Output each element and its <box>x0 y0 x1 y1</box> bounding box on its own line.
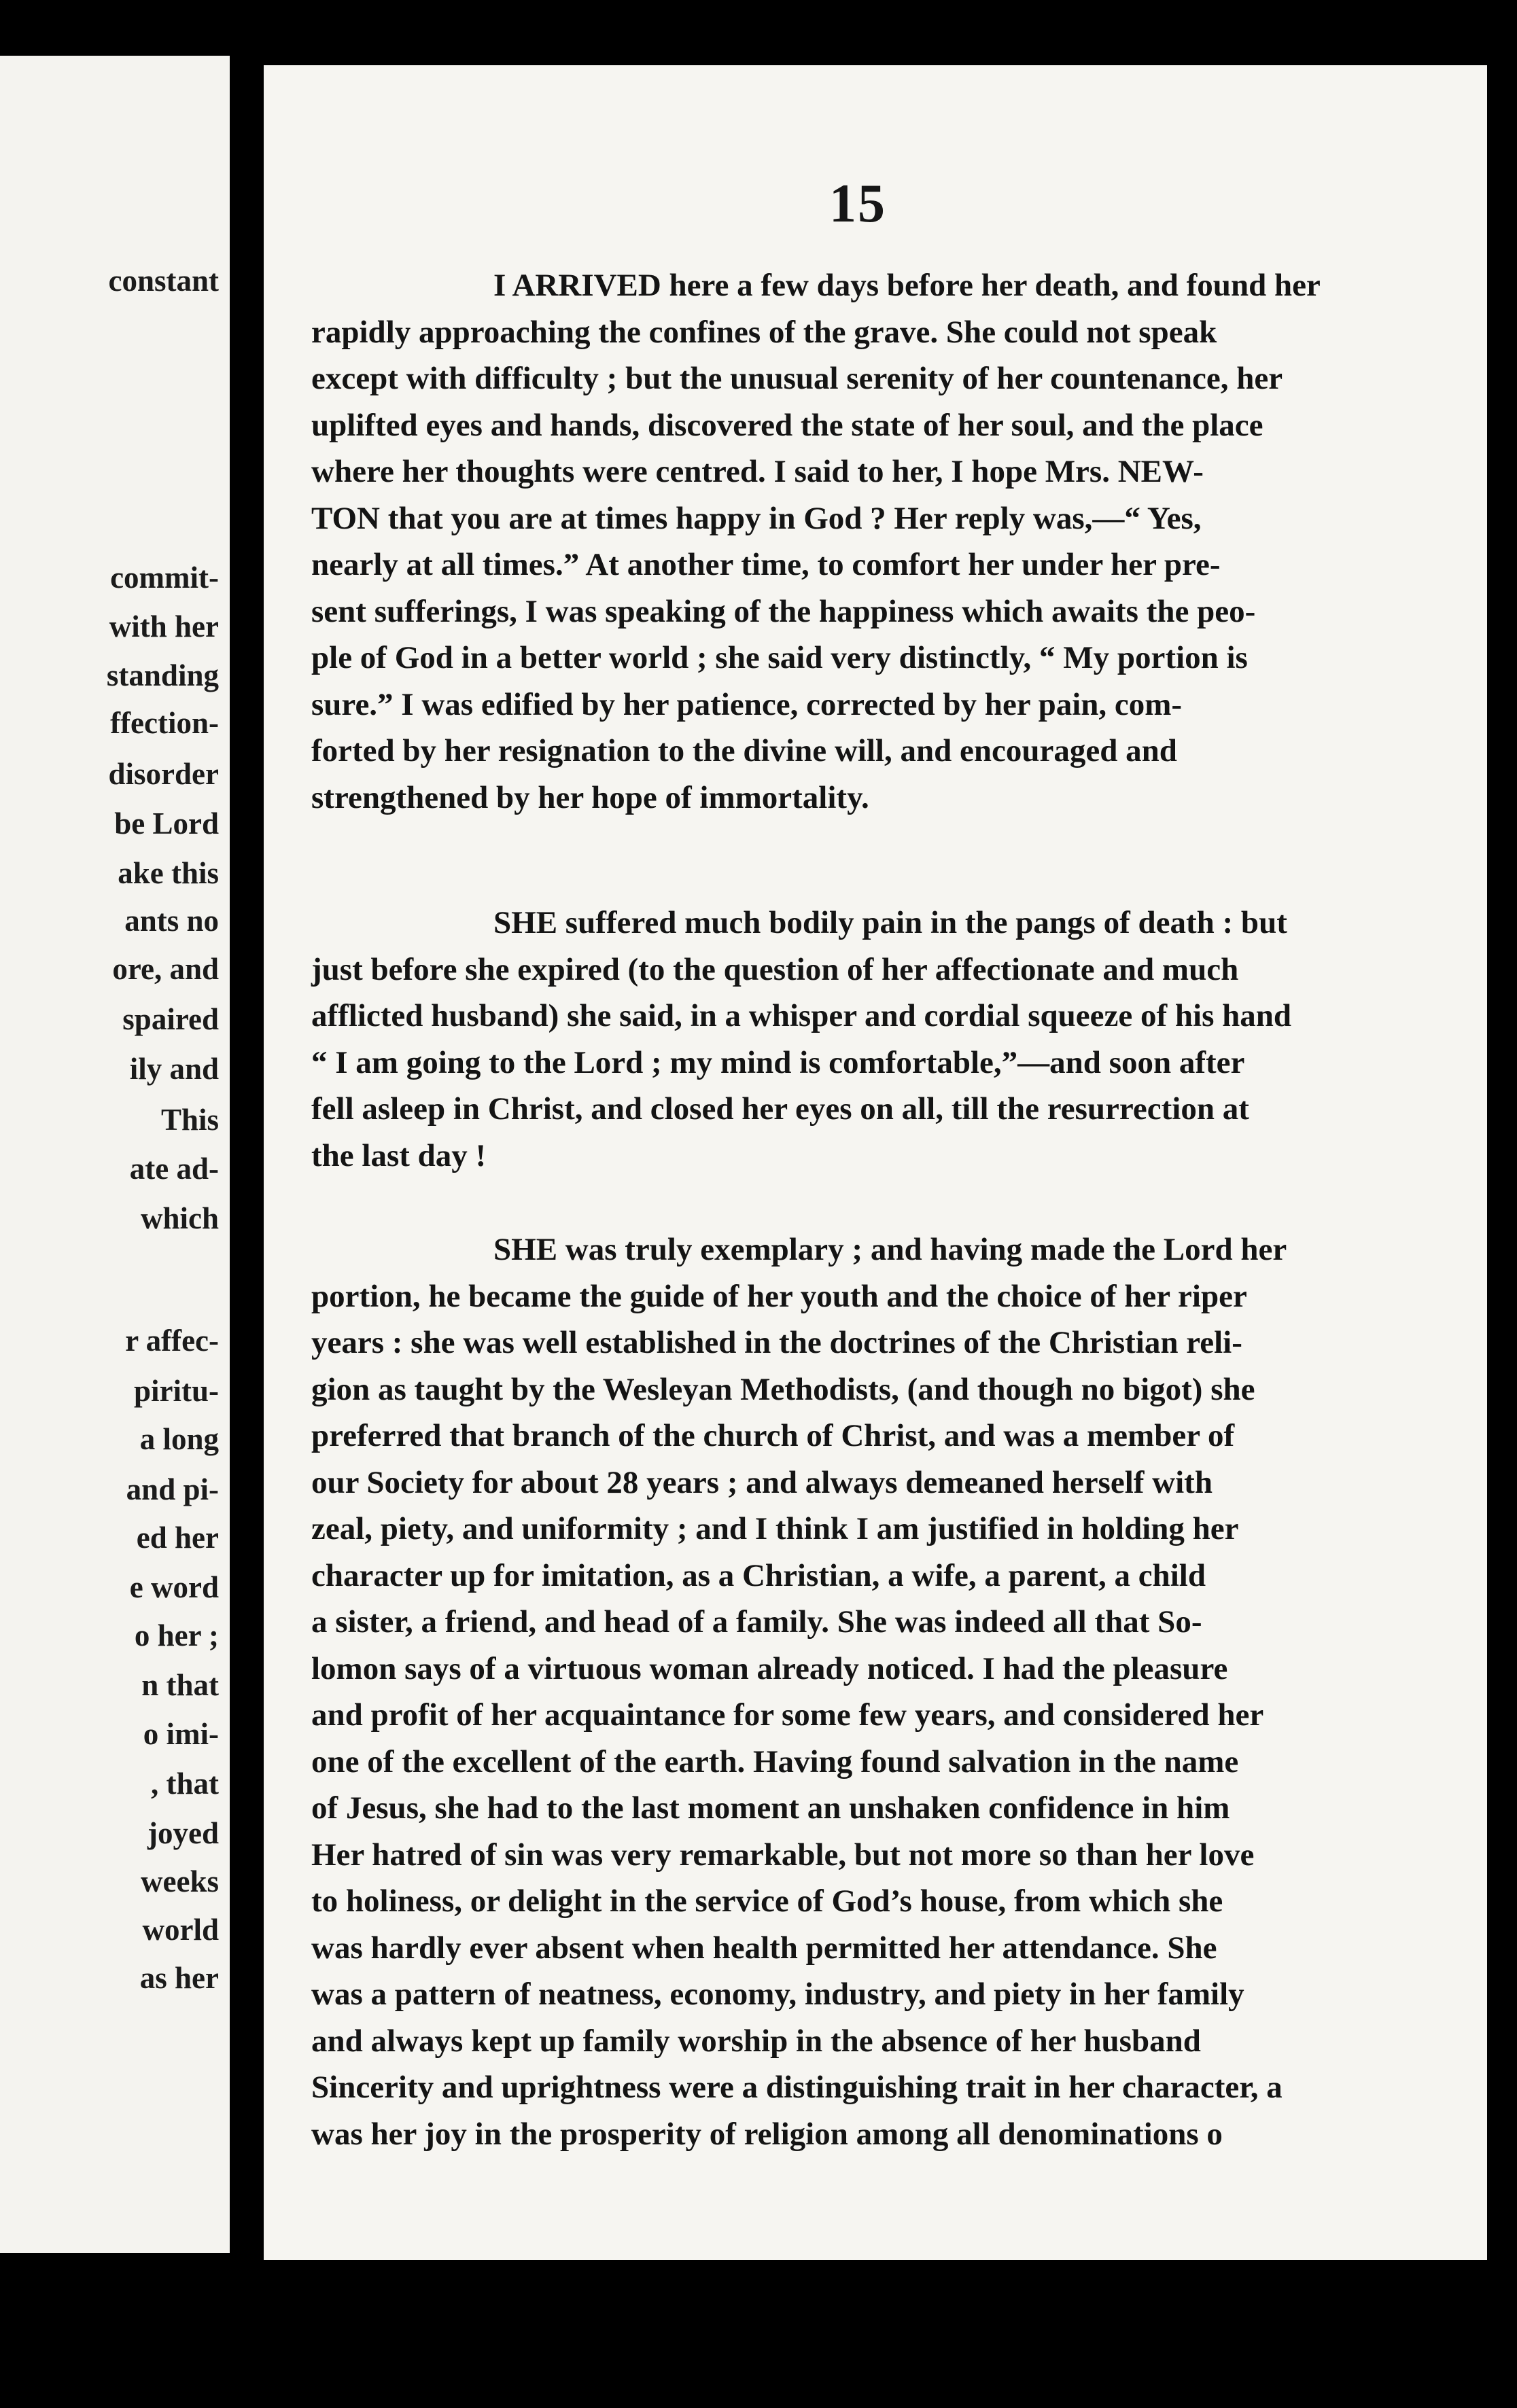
left-page-line: ffection- <box>110 706 219 740</box>
text-line: lomon says of a virtuous woman already noticed. I had the pleasure <box>311 1650 1228 1686</box>
left-page-line: as her <box>139 1961 219 1995</box>
text-line: nearly at all times.” At another time, to comfort her under her pre- <box>311 547 1221 582</box>
left-page-line: joyed <box>147 1816 219 1850</box>
paragraph-character <box>311 1226 1487 2157</box>
text-line: years : she was well established in the doctrines of the Christian reli- <box>311 1325 1242 1360</box>
text-line: was a pattern of neatness, economy, industry, and piety in her family <box>311 1977 1244 2012</box>
text-line: Sincerity and uprightness were a distinguishing trait in her character, a <box>311 2070 1283 2105</box>
text-line: uplifted eyes and hands, discovered the state of her soul, and the place <box>311 407 1263 443</box>
text-line: rapidly approaching the confines of the grave. She could not speak <box>311 314 1217 350</box>
text-line: where her thoughts were centred. I said to her, I hope Mrs. NEW- <box>311 454 1204 489</box>
text-line: portion, he became the guide of her youth and the choice of her riper <box>311 1278 1247 1314</box>
left-page-line: world <box>142 1913 219 1947</box>
left-page-line: spaired <box>122 1002 219 1036</box>
left-page-line: which <box>140 1201 219 1235</box>
text-line: SHE was truly exemplary ; and having made the Lord her <box>493 1232 1287 1267</box>
text-line: gion as taught by the Wesleyan Methodists, (and though no bigot) she <box>311 1371 1255 1407</box>
text-line: TON that you are at times happy in God ? Her reply was,—“ Yes, <box>311 500 1202 536</box>
text-line: a sister, a friend, and head of a family. She was indeed all that So- <box>311 1604 1202 1640</box>
text-line: fell asleep in Christ, and closed her eyes on all, till the resurrection at <box>311 1091 1249 1127</box>
text-line: of Jesus, she had to the last moment an unshaken confidence in him <box>311 1790 1230 1826</box>
text-line: “ I am going to the Lord ; my mind is comfortable,”—and soon after <box>311 1044 1245 1080</box>
text-line: except with difficulty ; but the unusual serenity of her countenance, her <box>311 361 1283 396</box>
left-page-fragment <box>0 56 230 2253</box>
text-line: SHE suffered much bodily pain in the pangs of death : but <box>493 905 1287 940</box>
left-page-line: weeks <box>141 1864 219 1898</box>
left-page-line: ants no <box>124 904 219 938</box>
left-page-line: ake this <box>118 856 219 890</box>
text-line: afflicted husband) she said, in a whisper and cordial squeeze of his hand <box>311 998 1292 1033</box>
text-line: one of the excellent of the earth. Having found salvation in the name <box>311 1743 1239 1780</box>
text-line: strengthened by her hope of immortality. <box>311 779 869 815</box>
left-page-line: o imi- <box>143 1717 219 1751</box>
text-line: sure.” I was edified by her patience, corrected by her pain, com- <box>311 686 1183 722</box>
main-page <box>264 65 1487 2260</box>
paragraph-death <box>311 900 1487 1179</box>
left-page-line: , that <box>151 1767 219 1801</box>
text-line: was her joy in the prosperity of religion among all denominations o <box>311 2116 1223 2152</box>
text-line: zeal, piety, and uniformity ; and I think I am justified in holding her <box>311 1511 1239 1546</box>
right-scan-border <box>1487 0 1517 2408</box>
text-line: ple of God in a better world ; she said very distinctly, “ My portion is <box>311 640 1248 675</box>
left-page-line: be Lord <box>114 807 219 840</box>
left-page-line: e word <box>129 1570 219 1604</box>
left-page-line: commit- <box>110 561 219 595</box>
left-page-line: piritu- <box>133 1374 219 1408</box>
text-line: to holiness, or delight in the service of God’s house, from which she <box>311 1883 1223 1919</box>
text-line: I ARRIVED here a few days before her death, and found her <box>493 268 1321 303</box>
left-page-line: ily and <box>129 1052 219 1086</box>
text-line: forted by her resignation to the divine will, and encouraged and <box>311 733 1177 768</box>
text-line: preferred that branch of the church of Christ, and was a member of <box>311 1418 1235 1453</box>
paragraph-arrival <box>311 262 1487 821</box>
text-line: the last day ! <box>311 1137 487 1173</box>
text-line: sent sufferings, I was speaking of the happiness which awaits the peo- <box>311 593 1256 629</box>
left-page-line: r affec- <box>125 1324 219 1358</box>
text-line: character up for imitation, as a Christian, a wife, a parent, a child <box>311 1557 1206 1593</box>
left-page-line: disorder <box>108 757 219 791</box>
left-page-line: ore, and <box>112 952 219 986</box>
left-page-line: a long <box>139 1422 219 1456</box>
left-page-line: ate ad- <box>129 1152 219 1186</box>
left-page-line: o her ; <box>134 1618 219 1652</box>
text-line: Her hatred of sin was very remarkable, but not more so than her love <box>311 1837 1255 1873</box>
page-number: 15 <box>829 174 886 234</box>
left-page-line: and pi- <box>126 1472 219 1506</box>
left-page-line: ed her <box>136 1521 219 1555</box>
left-page-line: constant <box>108 264 219 298</box>
text-line: was hardly ever absent when health permitted her attendance. She <box>311 1930 1217 1966</box>
text-line: just before she expired (to the question of her affectionate and much <box>311 951 1239 987</box>
left-page-line: This <box>160 1103 219 1137</box>
text-line: our Society for about 28 years ; and always demeaned herself with <box>311 1464 1213 1500</box>
text-line: and always kept up family worship in the absence of her husband <box>311 2023 1201 2059</box>
left-page-line: standing <box>106 658 219 692</box>
text-line: and profit of her acquaintance for some few years, and considered her <box>311 1697 1264 1733</box>
page-gutter <box>230 0 264 2408</box>
left-page-line: with her <box>109 609 219 643</box>
left-page-line: n that <box>141 1668 219 1702</box>
